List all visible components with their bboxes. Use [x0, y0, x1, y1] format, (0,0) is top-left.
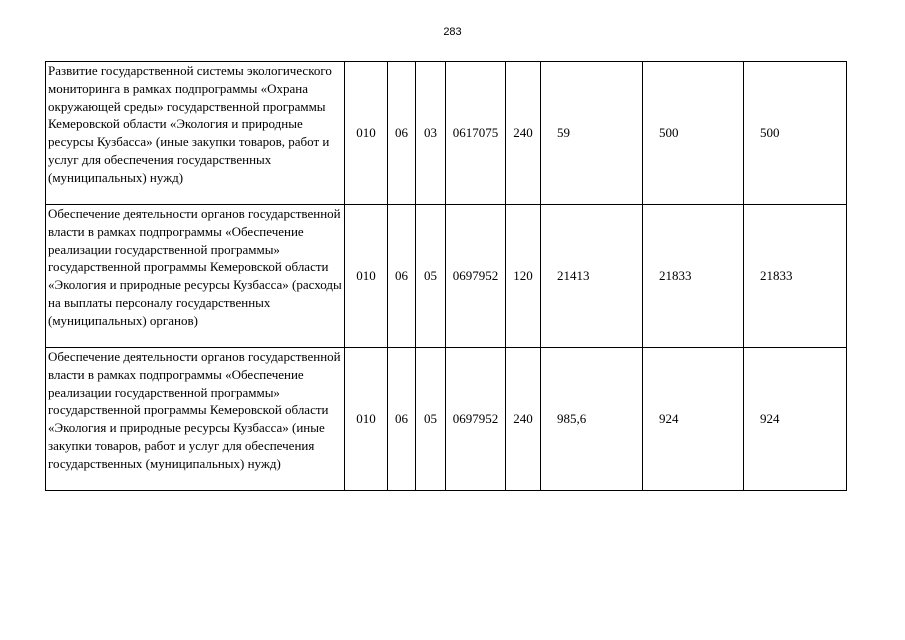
- target-article-code: 0697952: [446, 205, 506, 348]
- row-description: Обеспечение деятельности органов государственной власти в рамках подпрограммы «Обеспечение реализации государственной программы» государственной программы Кемеровской области «Экология и природные ресурсы Кузбасса» (иные закупки товаров, работ и услуг для обеспечения государственных (муниципальных) нужд): [46, 348, 345, 491]
- amount-year-3: 924: [744, 348, 847, 491]
- table-row: [46, 205, 847, 348]
- amount-year-1: 59: [541, 62, 643, 205]
- amount-year-1: 985,6: [541, 348, 643, 491]
- target-article-code: 0697952: [446, 348, 506, 491]
- section-code: 06: [388, 205, 416, 348]
- amount-year-2: 21833: [643, 205, 744, 348]
- table-row: [46, 348, 847, 491]
- table-row: [46, 62, 847, 205]
- subsection-code: 05: [416, 348, 446, 491]
- amount-year-1: 21413: [541, 205, 643, 348]
- row-description: Развитие государственной системы экологического мониторинга в рамках подпрограммы «Охрана окружающей среды» государственной программы Кемеровской области «Экология и природные ресурсы Кузбасса» (иные закупки товаров, работ и услуг для обеспечения государственных (муниципальных) нужд): [46, 62, 345, 205]
- amount-year-3: 500: [744, 62, 847, 205]
- subsection-code: 03: [416, 62, 446, 205]
- section-code: 06: [388, 62, 416, 205]
- expense-type-code: 240: [506, 62, 541, 205]
- ministry-code: 010: [345, 348, 388, 491]
- amount-year-2: 924: [643, 348, 744, 491]
- target-article-code: 0617075: [446, 62, 506, 205]
- amount-year-2: 500: [643, 62, 744, 205]
- expense-type-code: 240: [506, 348, 541, 491]
- budget-table: [45, 61, 847, 491]
- amount-year-3: 21833: [744, 205, 847, 348]
- section-code: 06: [388, 348, 416, 491]
- ministry-code: 010: [345, 205, 388, 348]
- ministry-code: 010: [345, 62, 388, 205]
- row-description: Обеспечение деятельности органов государственной власти в рамках подпрограммы «Обеспечение реализации государственной программы» государственной программы Кемеровской области «Экология и природные ресурсы Кузбасса» (расходы на выплаты персоналу государственных (муниципальных) органов): [46, 205, 345, 348]
- page-number: 283: [443, 26, 462, 38]
- subsection-code: 05: [416, 205, 446, 348]
- expense-type-code: 120: [506, 205, 541, 348]
